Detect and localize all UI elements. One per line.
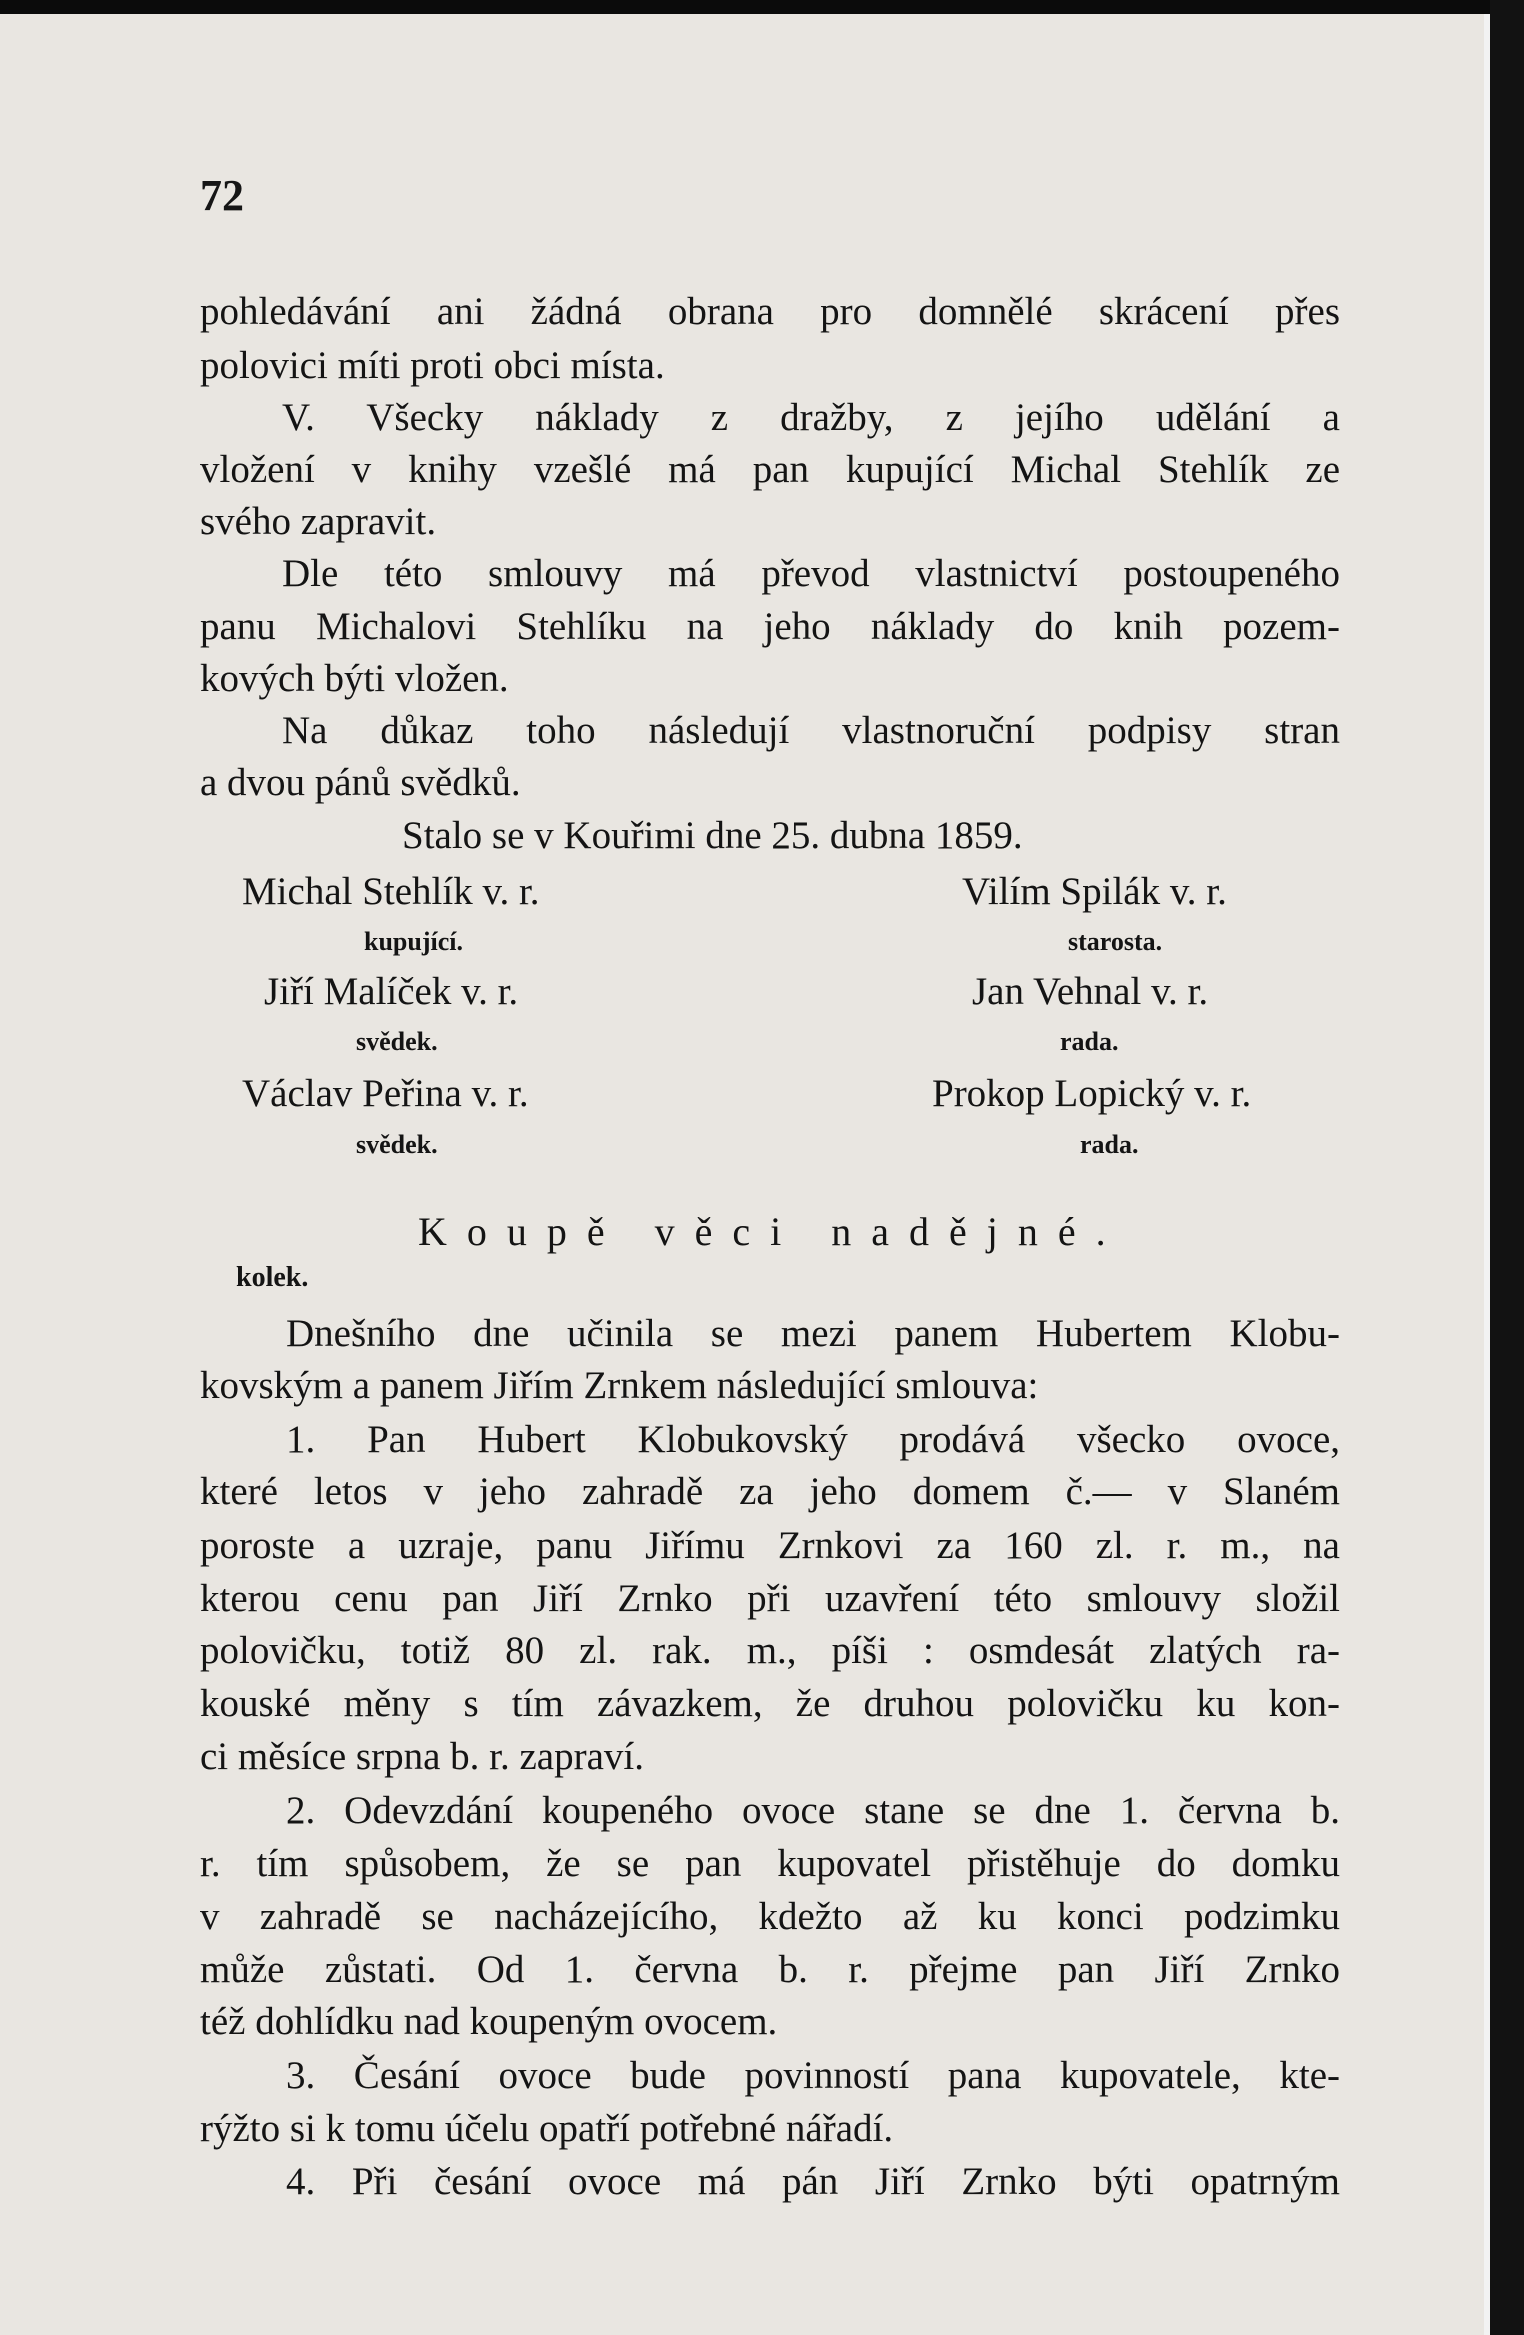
section-title: Koupě věci nadějné. xyxy=(418,1209,1126,1254)
text-line: Dnešního dne učinila se mezi panem Hubertem Klobu- xyxy=(286,1312,1340,1355)
signature-role: rada. xyxy=(1060,1027,1119,1056)
text-line: V. Všecky náklady z dražby, z jejího udělání a xyxy=(282,396,1340,439)
text-line: které letos v jeho zahradě za jeho domem č.— v Slaném xyxy=(200,1470,1340,1513)
text-line: 2. Odevzdání koupeného ovoce stane se dne 1. června b. xyxy=(286,1789,1340,1832)
text-line: svého zapravit. xyxy=(200,500,437,543)
text-line: Dle této smlouvy má převod vlastnictví postoupeného xyxy=(282,552,1340,595)
signature-role: rada. xyxy=(1080,1130,1139,1159)
text-line: v zahradě se nacházejícího, kdežto až ku konci podzimku xyxy=(200,1895,1340,1938)
text-line: panu Michalovi Stehlíku na jeho náklady do knih pozem- xyxy=(200,605,1340,648)
text-line: kových býti vložen. xyxy=(200,657,509,700)
signature-role: svědek. xyxy=(356,1130,438,1159)
text-line: a dvou pánů svědků. xyxy=(200,761,521,804)
margin-note: kolek. xyxy=(236,1262,309,1293)
text-line: Na důkaz toho následují vlastnoruční podpisy stran xyxy=(282,709,1340,752)
page-number: 72 xyxy=(200,171,244,220)
signature-role: starosta. xyxy=(1068,927,1163,956)
text-line: kouské měny s tím závazkem, že druhou polovičku ku kon- xyxy=(200,1682,1340,1725)
signature-name: Jiří Malíček v. r. xyxy=(264,970,519,1013)
signature-name: Václav Peřina v. r. xyxy=(242,1072,529,1115)
signature-name: Prokop Lopický v. r. xyxy=(932,1072,1252,1115)
text-line: může zůstati. Od 1. června b. r. přejme pan Jiří Zrnko xyxy=(200,1948,1340,1991)
signature-name: Michal Stehlík v. r. xyxy=(242,870,540,913)
signature-name: Vilím Spilák v. r. xyxy=(962,870,1227,913)
text-line: kovským a panem Jiřím Zrnkem následující smlouva: xyxy=(200,1364,1039,1407)
text-line: též dohlídku nad koupeným ovocem. xyxy=(200,2000,778,2043)
text-line: 3. Česání ovoce bude povinností pana kupovatele, kte- xyxy=(286,2054,1340,2097)
text-line: rýžto si k tomu účelu opatří potřebné nářadí. xyxy=(200,2107,894,2150)
scanned-page xyxy=(0,14,1484,2335)
text-line: ci měsíce srpna b. r. zapraví. xyxy=(200,1735,644,1778)
text-line: vložení v knihy vzešlé má pan kupující Michal Stehlík ze xyxy=(200,448,1340,491)
signature-name: Jan Vehnal v. r. xyxy=(972,970,1209,1013)
text-line: 1. Pan Hubert Klobukovský prodává všecko ovoce, xyxy=(286,1418,1340,1461)
text-line: kterou cenu pan Jiří Zrnko při uzavření této smlouvy složil xyxy=(200,1577,1340,1620)
date-line: Stalo se v Kouřimi dne 25. dubna 1859. xyxy=(402,814,1023,857)
text-line: r. tím spůsobem, že se pan kupovatel přistěhuje do domku xyxy=(200,1842,1340,1885)
text-line: poroste a uzraje, panu Jiřímu Zrnkovi za 160 zl. r. m., na xyxy=(200,1524,1340,1567)
text-line: polovičku, totiž 80 zl. rak. m., píši : osmdesát zlatých ra- xyxy=(200,1629,1340,1672)
text-line: pohledávání ani žádná obrana pro domnělé skrácení přes xyxy=(200,290,1340,333)
text-line: 4. Při česání ovoce má pán Jiří Zrnko býti opatrným xyxy=(286,2160,1340,2203)
signature-role: kupující. xyxy=(364,927,463,956)
text-line: polovici míti proti obci místa. xyxy=(200,344,665,387)
signature-role: svědek. xyxy=(356,1027,438,1056)
scan-border xyxy=(1490,0,1524,2335)
